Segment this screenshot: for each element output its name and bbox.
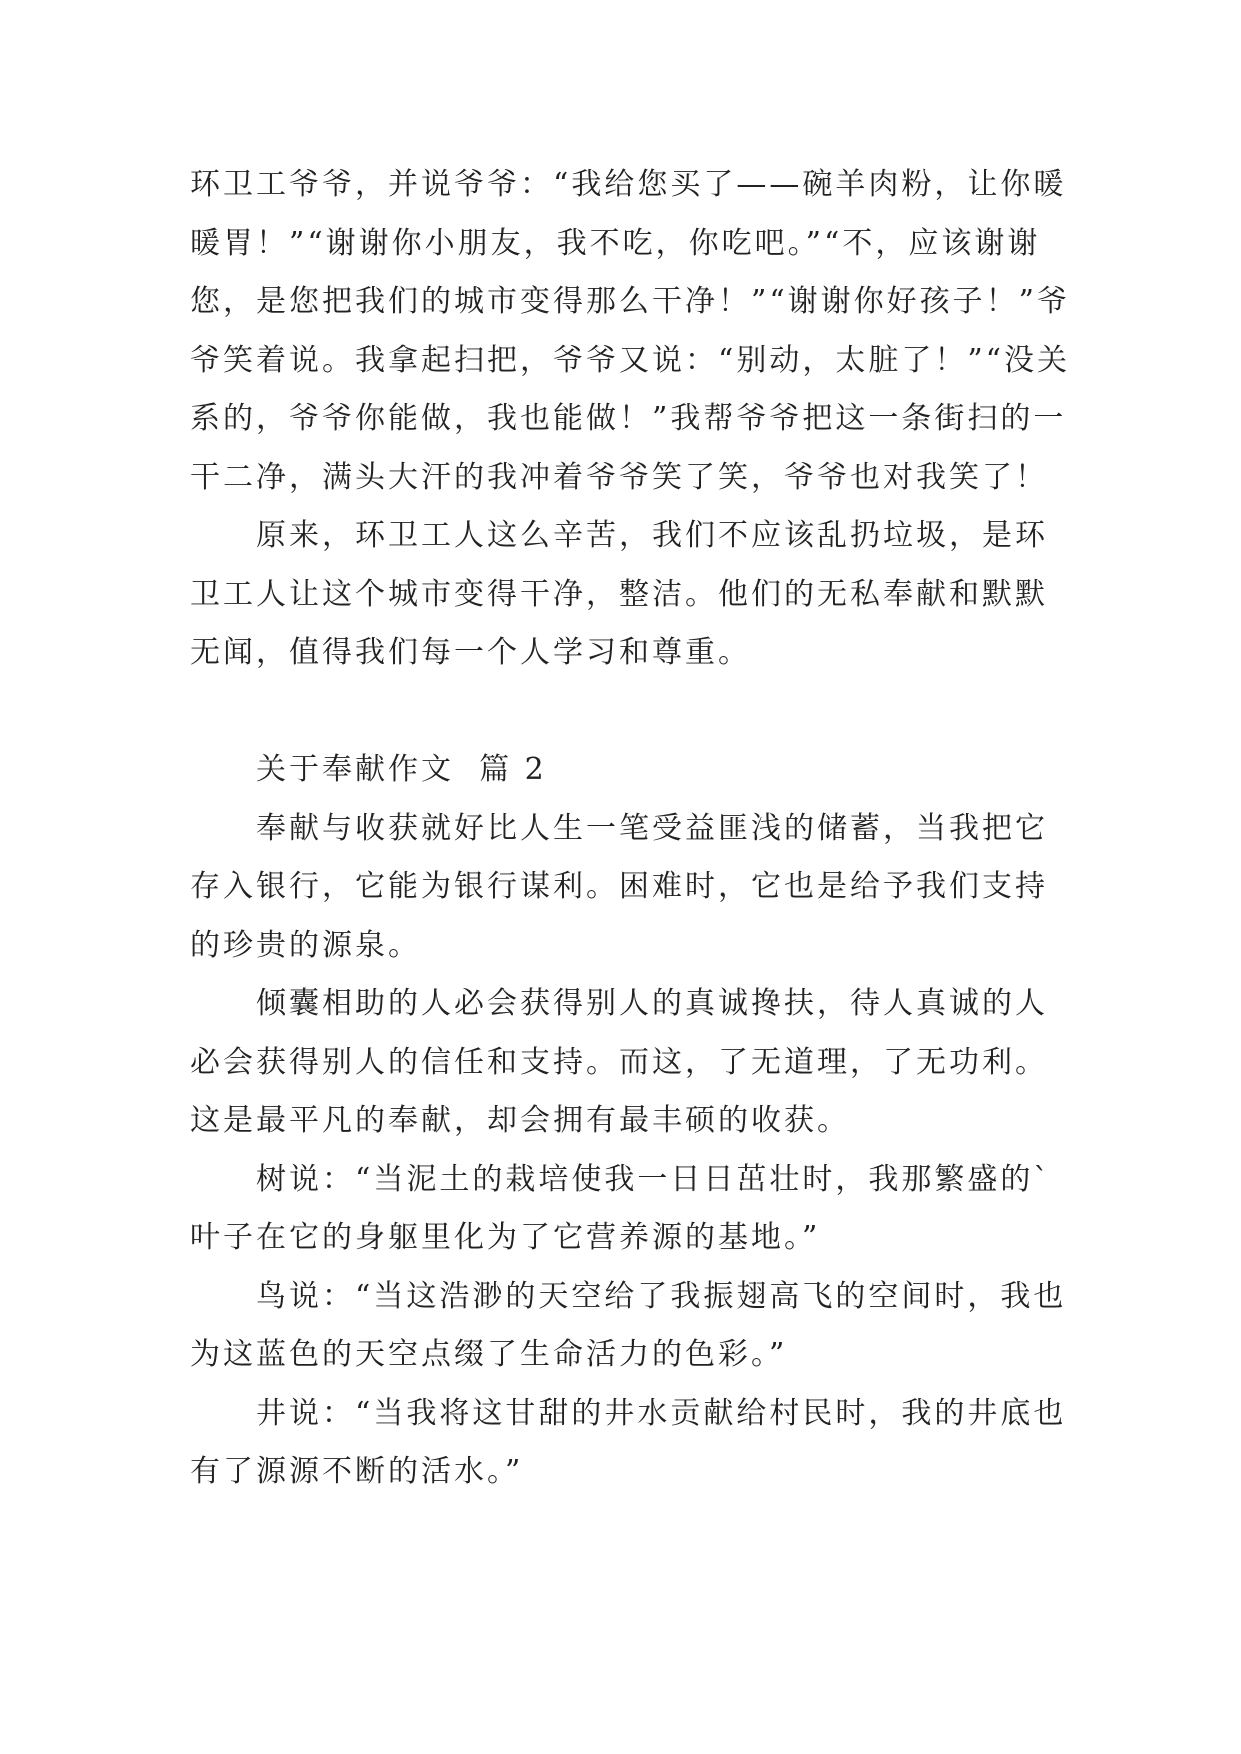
document-body bbox=[190, 156, 1070, 1502]
paragraph-1: 奉献与收获就好比人生一笔受益匪浅的储蓄，当我把它存入银行，它能为银行谋利。困难时，它也是给予我们支持的珍贵的源泉。 bbox=[190, 810, 1048, 963]
section-heading: 关于奉献作文 篇 2 bbox=[256, 752, 547, 787]
paragraph-4: 鸟说：“当这浩渺的天空给了我振翅高飞的空间时，我也为这蓝色的天空点缀了生命活力的色彩。” bbox=[190, 1278, 1067, 1372]
paragraph-2: 倾囊相助的人必会获得别人的真诚搀扶，待人真诚的人必会获得别人的信任和支持。而这，了无道理，了无功利。这是最平凡的奉献，却会拥有最丰硕的收获。 bbox=[190, 986, 1048, 1138]
paragraph-continuation: 环卫工爷爷，并说爷爷：“我给您买了——碗羊肉粉，让你暖暖胃！”“谢谢你小朋友，我不吃，你吃吧。”“不，应该谢谢您，是您把我们的城市变得那么干净！”“谢谢你好孩子！”爷爷笑着说。我拿起扫把，爷爷又说：“别动，太脏了！”“没关系的，爷爷你能做，我也能做！”我帮爷爷把这一条街扫的一干二净，满头大汗的我冲着爷爷笑了笑，爷爷也对我笑了！ bbox=[190, 167, 1071, 495]
section-spacer bbox=[190, 683, 1070, 742]
paragraph-conclusion: 原来，环卫工人这么辛苦，我们不应该乱扔垃圾，是环卫工人让这个城市变得干净，整洁。他们的无私奉献和默默无闻，值得我们每一个人学习和尊重。 bbox=[190, 518, 1048, 670]
paragraph-3: 树说：“当泥土的栽培使我一日日茁壮时，我那繁盛的`叶子在它的身躯里化为了它营养源的基地。” bbox=[190, 1161, 1052, 1255]
paragraph-5: 井说：“当我将这甘甜的井水贡献给村民时，我的井底也有了源源不断的活水。” bbox=[190, 1395, 1067, 1489]
